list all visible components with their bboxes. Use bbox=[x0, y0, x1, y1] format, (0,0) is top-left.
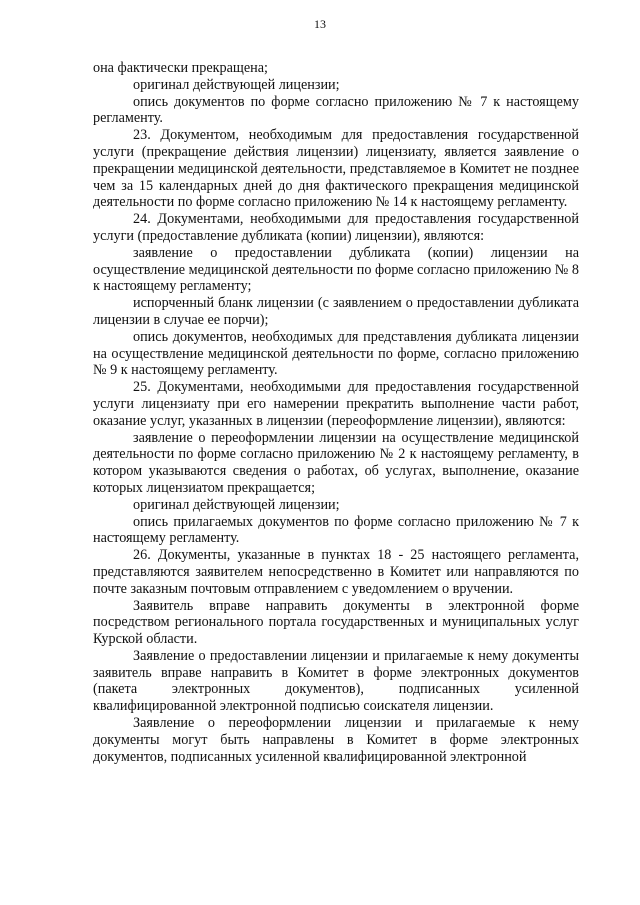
page-number: 13 bbox=[314, 17, 326, 31]
paragraph-5: 24. Документами, необходимыми для предоставления государственной услуги (предоставление дубликата (копии) лицензии), являются: bbox=[93, 211, 579, 244]
paragraph-1: она фактически прекращена; bbox=[93, 60, 268, 76]
paragraph-3: опись документов по форме согласно приложению № 7 к настоящему регламенту. bbox=[93, 93, 579, 127]
paragraph-6: заявление о предоставлении дубликата (копии) лицензии на осуществление медицинской деятельности по форме согласно приложению № 8 к настоящему регламенту; bbox=[93, 244, 579, 295]
paragraph-13: 26. Документы, указанные в пунктах 18 - 25 настоящего регламента, представляются заявителем непосредственно в Комитет или направляются по почте заказным почтовым отправлением с уведомлением о вручении. bbox=[93, 547, 579, 597]
paragraph-10: заявление о переоформлении лицензии на осуществление медицинской деятельности по форме согласно приложению № 2 к настоящему регламенту, в котором указываются сведения о работах, об услугах, выполнение, оказание которых лицензиатом прекращается; bbox=[93, 429, 579, 496]
paragraph-2: оригинал действующей лицензии; bbox=[133, 76, 340, 93]
paragraph-9: 25. Документами, необходимыми для предоставления государственной услуги лицензиату при его намерении прекратить выполнение части работ, оказание услуг, указанных в лицензии (переоформление лицензии), являются: bbox=[93, 379, 579, 429]
paragraph-12: опись прилагаемых документов по форме согласно приложению № 7 к настоящему регламенту. bbox=[93, 513, 579, 547]
paragraph-16: Заявление о переоформлении лицензии и прилагаемые к нему документы могут быть направлены в Комитет в форме электронных документов, подписанных усиленной квалифицированной электронной bbox=[93, 715, 579, 765]
paragraph-15: Заявление о предоставлении лицензии и прилагаемые к нему документы заявитель вправе направить в Комитет в форме электронных документов (пакета электронных документов), подписанных усиленной квалифицированной электронной подписью соискателя лицензии. bbox=[93, 647, 579, 715]
document-body bbox=[93, 60, 579, 765]
paragraph-11: оригинал действующей лицензии; bbox=[133, 496, 340, 513]
paragraph-14: Заявитель вправе направить документы в электронной форме посредством регионального портала государственных и муниципальных услуг Курской области. bbox=[93, 597, 579, 648]
paragraph-4: 23. Документом, необходимым для предоставления государственной услуги (прекращение действия лицензии) лицензиату, является заявление о прекращении медицинской деятельности, представляемое в Комитет не позднее чем за 15 календарных дней до дня фактического прекращения медицинской деятельности по форме согласно приложению № 14 к настоящему регламенту. bbox=[93, 127, 579, 211]
paragraph-8: опись документов, необходимых для представления дубликата лицензии на осуществление медицинской деятельности по форме, согласно приложению № 9 к настоящему регламенту. bbox=[93, 328, 579, 379]
paragraph-7: испорченный бланк лицензии (с заявлением о предоставлении дубликата лицензии в случае ее порчи); bbox=[93, 295, 579, 328]
